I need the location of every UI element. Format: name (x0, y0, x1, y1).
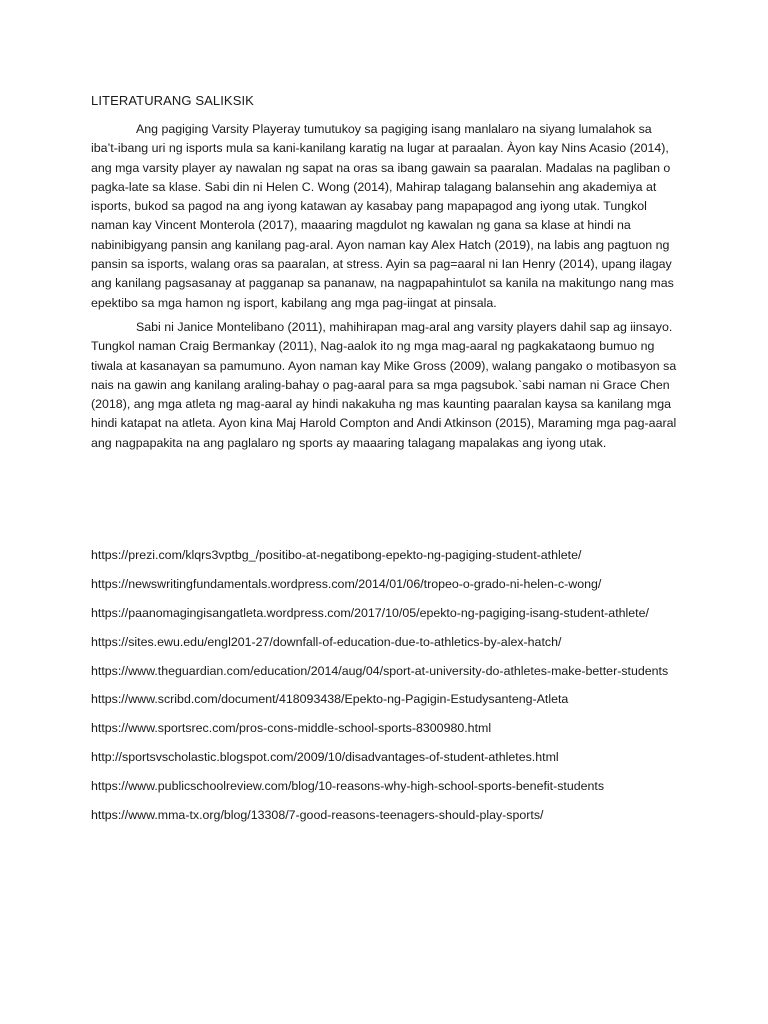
reference-link[interactable]: https://www.publicschoolreview.com/blog/10-reasons-why-high-school-sports-benefit-students (91, 779, 605, 794)
reference-link[interactable]: https://www.mma-tx.org/blog/13308/7-good-reasons-teenagers-should-play-sports/ (91, 808, 544, 823)
reference-link[interactable]: https://sites.ewu.edu/engl201-27/downfall-of-education-due-to-athletics-by-alex-hatch/ (91, 634, 562, 649)
reference-link[interactable]: https://www.theguardian.com/education/2014/aug/04/sport-at-university-do-athletes-make-better-students (91, 663, 669, 678)
paragraph-2: Sabi ni Janice Montelibano (2011), mahihirapan mag-aral ang varsity players dahil sap ag iinsayo. Tungkol naman Craig Bermankay (2011), Nag-aalok ito ng mga mag-aaral ng pagkakataong bumuo ng tiwala at kasanayan sa pamumuno. Ayon naman kay Mike Gross (2009), walang pangako o motibasyon sa nais na gawin ang kanilang araling-bahay o pag-aaral para sa mga pagsubok.`sabi naman ni Grace Chen (2018), ang mga atleta ng mag-aaral ay hindi nakakuha ng mas kaunting paaralan kaysa sa kanilang mga hindi katapat na atleta. Ayon kina Maj Harold Compton and Andi Atkinson (2015), Maraming mga pag-aaral ang nagpapakita na ang paglalaro ng sports ay maaaring talagang mapalakas ang iyong utak. (91, 320, 677, 450)
document-title: LITERATURANG SALIKSIK (91, 93, 254, 108)
reference-link[interactable]: http://sportsvscholastic.blogspot.com/2009/10/disadvantages-of-student-athletes.html (91, 750, 559, 765)
reference-link[interactable]: https://prezi.com/klqrs3vptbg_/positibo-at-negatibong-epekto-ng-pagiging-student-athlete/ (91, 548, 582, 562)
reference-link[interactable]: https://www.scribd.com/document/418093438/Epekto-ng-Pagigin-Estudysanteng-Atleta (91, 692, 569, 707)
reference-list (91, 547, 691, 836)
reference-link[interactable]: https://www.sportsrec.com/pros-cons-middle-school-sports-8300980.html (91, 721, 492, 736)
reference-link[interactable]: https://newswritingfundamentals.wordpress.com/2014/01/06/tropeo-o-grado-ni-helen-c-wong/ (91, 576, 602, 591)
reference-link[interactable]: https://paanomagingisangatleta.wordpress.com/2017/10/05/epekto-ng-pagiging-isang-student-athlete/ (91, 605, 649, 620)
paragraph-1: Ang pagiging Varsity Playeray tumutukoy sa pagiging isang manlalaro na siyang lumalahok sa iba’t-ibang uri ng isports mula sa kani-kanilang karatig na lugar at paraalan. Àyon kay Nins Acasio (2014), ang mga varsity player ay nawalan ng sapat na oras sa ibang gawain sa paaralan. Madalas na pagliban o pagka-late sa klase. Sabi din ni Helen C. Wong (2014), Mahirap talagang balansehin ang akademiya at isports, bukod sa pagod na ang iyong katawan ay kasabay pang mapapagod ang iyong utak. Tungkol naman kay Vincent Monterola (2017), maaaring magdulot ng kawalan ng gana sa klase at hindi na nabinibigyang pansin ang kanilang pag-aral. Ayon naman kay Alex Hatch (2019), na labis ang pagtuon ng pansin sa isports, walang oras sa paaralan, at stress. Ayin sa pag=aaral ni Ian Henry (2014), upang ilagay ang kanilang pagsasanay at pagganap sa pananaw, na nagpapahintulot sa kanila na makitungo nang mas epektibo sa mga hamon ng isport, kabilang ang mga pag-iingat at pinsala. (91, 122, 674, 310)
